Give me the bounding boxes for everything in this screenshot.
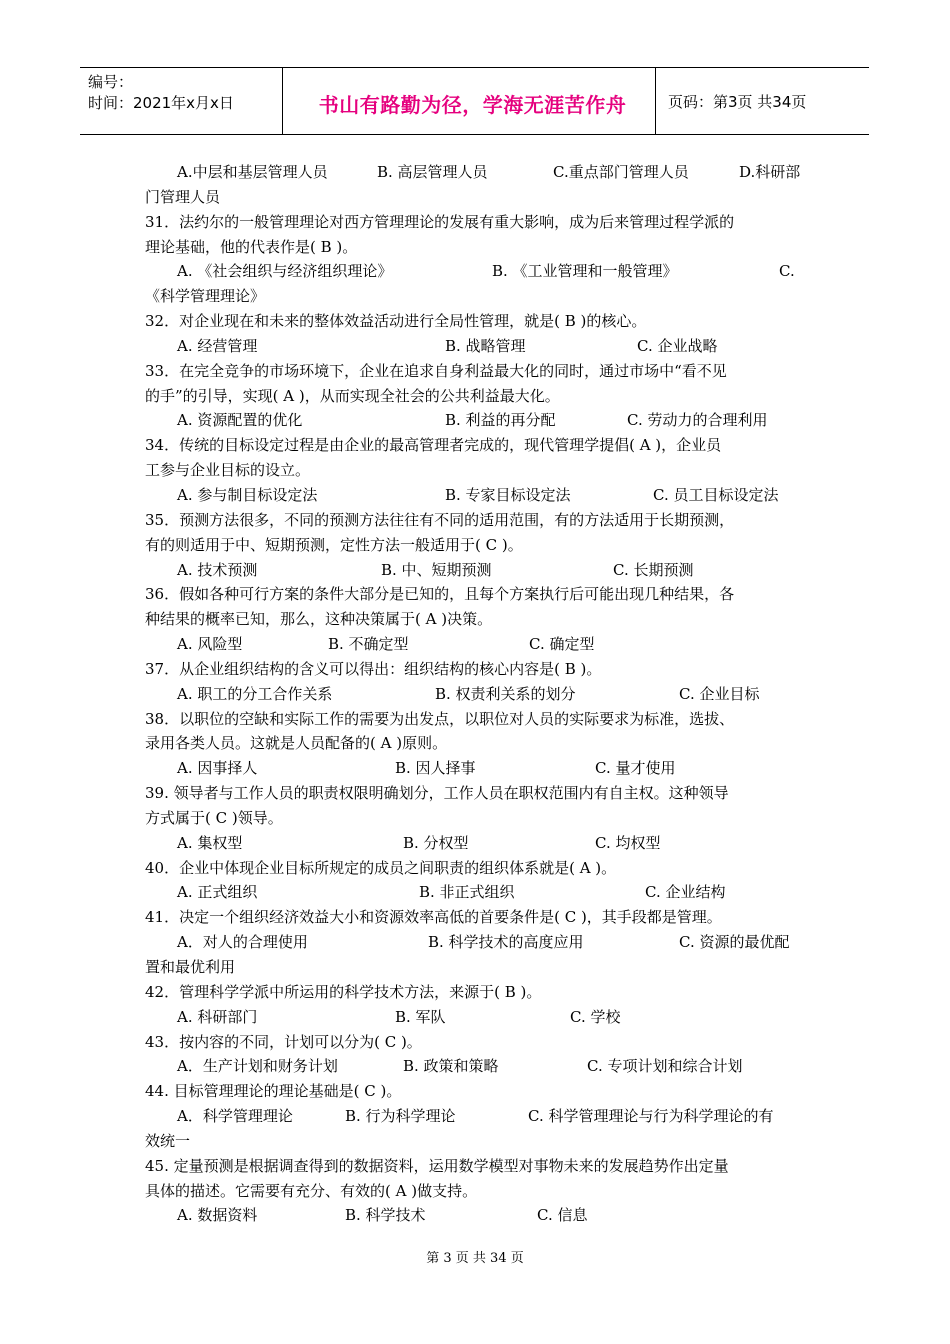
question-options (145, 483, 810, 508)
question-text: 41．决定一个组织经济效益大小和资源效率高低的首要条件是( C )，其手段都是管理。 (145, 908, 722, 927)
option-b: B. 《工业管理和一般管理》 (492, 262, 678, 281)
option-wrap: 置和最优利用 (145, 958, 236, 976)
option-b: B. 高层管理人员 (377, 163, 488, 181)
option-c: C. 量才使用 (595, 759, 676, 778)
option-wrap: 效统一 (145, 1131, 191, 1150)
option-b: B. 政策和策略 (403, 1057, 499, 1076)
option-b: B. 非正式组织 (419, 883, 515, 902)
option-c: C. 确定型 (529, 635, 595, 654)
option-b: B. 分权型 (403, 833, 469, 852)
question-text: 38．以职位的空缺和实际工作的需要为出发点，以职位对人员的实际要求为标准，选拔、 (145, 709, 735, 728)
question-text: 34．传统的目标设定过程是由企业的最高管理者完成的，现代管理学提倡( A )，企业员 (145, 436, 722, 455)
question-options (145, 930, 810, 955)
option-b: B. 不确定型 (328, 635, 409, 654)
option-b: B. 战略管理 (445, 336, 526, 355)
option-a: A．对人的合理使用 (177, 933, 308, 952)
option-c: C. 长期预测 (613, 560, 694, 579)
option-b: B. 中、短期预测 (381, 560, 492, 579)
header-date: 时间：2021年x月x日 (88, 94, 234, 112)
option-b: B. 科学技术 (345, 1206, 426, 1225)
question-text: 种结果的概率已知，那么，这种决策属于( A )决策。 (145, 610, 493, 629)
question-options (145, 1104, 810, 1129)
option-a: A．生产计划和财务计划 (177, 1057, 338, 1076)
question-text: 44. 目标管理理论的理论基础是( C )。 (145, 1082, 402, 1101)
question-text: 的手”的引导，实现( A )，从而实现全社会的公共利益最大化。 (145, 386, 560, 405)
question-text: 录用各类人员。这就是人员配备的( A )原则。 (145, 734, 448, 753)
option-b: B. 因人择事 (395, 759, 476, 778)
option-a: A. 经营管理 (177, 336, 258, 355)
option-b: B. 权责利关系的划分 (435, 684, 576, 703)
question-options (145, 831, 810, 856)
option-c: C. 企业结构 (645, 883, 726, 902)
header-number-label: 编号： (88, 73, 134, 91)
option-c: C. 信息 (537, 1206, 588, 1225)
question-options (145, 682, 810, 707)
option-c: C. (779, 262, 795, 281)
option-b: B. 行为科学理论 (345, 1107, 456, 1126)
question-text: 有的则适用于中、短期预测，定性方法一般适用于( C )。 (145, 535, 523, 554)
header-divider (282, 68, 283, 134)
question-text: 45. 定量预测是根据调查得到的数据资料，运用数学模型对事物未来的发展趋势作出定量 (145, 1156, 729, 1175)
option-c: C. 劳动力的合理利用 (627, 411, 768, 430)
option-c: C. 科学管理理论与行为科学理论的有 (528, 1107, 774, 1126)
question-text: 39. 领导者与工作人员的职责权限明确划分，工作人员在职权范围内有自主权。这种领导 (145, 784, 729, 803)
header-page-info: 页码：第3页 共34页 (668, 93, 807, 111)
question-options (145, 558, 810, 583)
option-a: A. 科研部门 (177, 1007, 258, 1026)
option-b: B. 军队 (395, 1007, 446, 1026)
option-a: A. 集权型 (177, 833, 243, 852)
option-a: A.中层和基层管理人员 (177, 163, 328, 181)
option-a: A. 技术预测 (177, 560, 258, 579)
question-text: 31．法约尔的一般管理理论对西方管理理论的发展有重大影响，成为后来管理过程学派的 (145, 212, 735, 231)
option-c: C. 专项计划和综合计划 (587, 1057, 743, 1076)
option-c: C.重点部门管理人员 (553, 163, 689, 181)
question-text: 理论基础，他的代表作是( B )。 (145, 237, 358, 256)
question-options (145, 880, 810, 905)
option-a: A. 《社会组织与经济组织理论》 (177, 262, 393, 281)
option-d: D.科研部 (739, 163, 801, 181)
option-a: A. 因事择人 (177, 759, 258, 778)
page-footer: 第 3 页 共 34 页 (426, 1251, 524, 1266)
question-text: 37．从企业组织结构的含义可以得出：组织结构的核心内容是( B )。 (145, 659, 602, 678)
question-options (145, 632, 810, 657)
question-options (145, 1054, 810, 1079)
question-text: 40．企业中体现企业目标所规定的成员之间职责的组织体系就是( A )。 (145, 858, 617, 877)
question-text: 35．预测方法很多，不同的预测方法往往有不同的适用范围，有的方法适用于长期预测， (145, 510, 735, 529)
question-text: 工参与企业目标的设立。 (145, 461, 311, 480)
question-text: 42．管理科学学派中所运用的科学技术方法，来源于( B )。 (145, 982, 542, 1001)
question-options (145, 334, 810, 359)
question-list (145, 160, 810, 1228)
question-options (145, 408, 810, 433)
option-a: A. 参与制目标设定法 (177, 485, 318, 504)
question-text: 43．按内容的不同，计划可以分为( C )。 (145, 1032, 422, 1051)
option-b: B. 专家目标设定法 (445, 485, 571, 504)
option-a: A. 正式组织 (177, 883, 258, 902)
question-options (145, 1203, 810, 1228)
option-c: C. 均权型 (595, 833, 661, 852)
option-a: A. 资源配置的优化 (177, 411, 303, 430)
option-b: B. 科学技术的高度应用 (428, 933, 584, 952)
document-header (80, 67, 869, 135)
question-options (145, 1005, 810, 1030)
option-a: A. 职工的分工合作关系 (177, 684, 333, 703)
option-c: C. 员工目标设定法 (653, 485, 779, 504)
question-options (145, 160, 810, 185)
option-wrap: 《科学管理理论》 (145, 287, 266, 306)
header-meta (88, 72, 234, 114)
question-text: 33．在完全竞争的市场环境下，企业在追求自身利益最大化的同时，通过市场中“看不见 (145, 361, 727, 380)
option-a: A. 风险型 (177, 635, 243, 654)
question-text: 方式属于( C )领导。 (145, 808, 283, 827)
question-text: 具体的描述。它需要有充分、有效的( A )做支持。 (145, 1181, 478, 1200)
question-text: 32．对企业现在和未来的整体效益活动进行全局性管理，就是( B )的核心。 (145, 312, 647, 331)
option-c: C. 企业目标 (679, 684, 760, 703)
option-c: C. 学校 (570, 1007, 621, 1026)
option-a: A．科学管理理论 (177, 1107, 293, 1126)
option-a: A. 数据资料 (177, 1206, 258, 1225)
option-c: C. 企业战略 (637, 336, 718, 355)
question-options (145, 259, 810, 284)
question-options (145, 756, 810, 781)
option-c: C. 资源的最优配 (679, 933, 790, 952)
option-b: B. 利益的再分配 (445, 411, 556, 430)
question-text: 36．假如各种可行方案的条件大部分是已知的，且每个方案执行后可能出现几种结果，各 (145, 585, 735, 604)
header-motto: 书山有路勤为径，学海无涯苦作舟 (318, 93, 627, 117)
option-wrap: 门管理人员 (145, 187, 221, 206)
